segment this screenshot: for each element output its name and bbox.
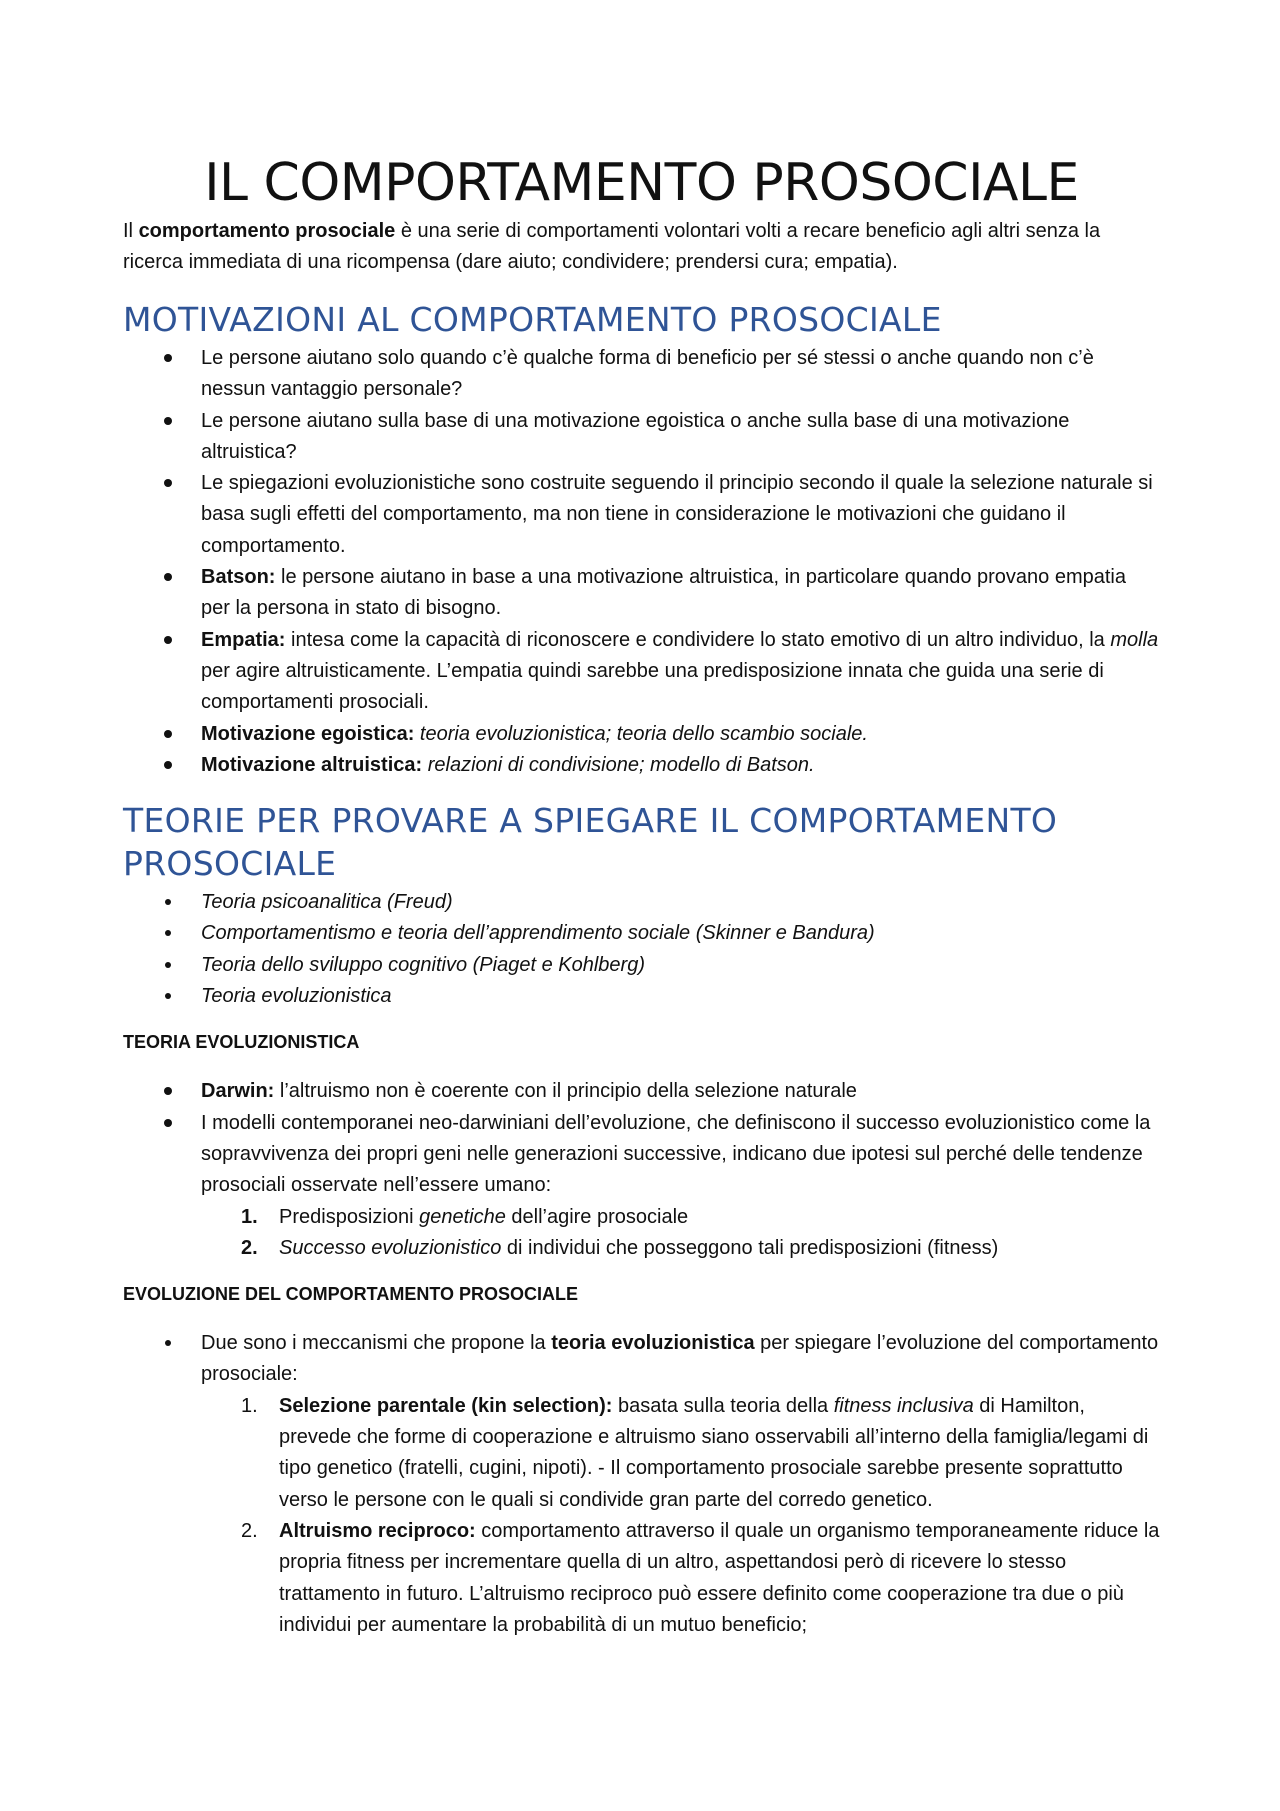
list-item: Teoria evoluzionistica bbox=[201, 981, 1160, 1012]
teoria-evoluzionistica-list bbox=[123, 1076, 1160, 1264]
subheading-teoria-evoluzionistica: TEORIA EVOLUZIONISTICA bbox=[123, 1032, 360, 1053]
list-item: Le persone aiutano solo quando c’è qualche forma di beneficio per sé stessi o anche quando non c’è nessun vantaggio personale? bbox=[201, 343, 1160, 406]
list-item: Le persone aiutano sulla base di una motivazione egoistica o anche sulla base di una motivazione altruistica? bbox=[201, 406, 1160, 469]
document-title: IL COMPORTAMENTO PROSOCIALE bbox=[204, 153, 1079, 213]
list-item: Comportamentismo e teoria dell’apprendimento sociale (Skinner e Bandura) bbox=[201, 918, 1160, 949]
numbered-item: 1. Predisposizioni genetiche dell’agire prosociale bbox=[241, 1205, 689, 1228]
numbered-item: 1. Selezione parentale (kin selection): basata sulla teoria della fitness inclusiva di Hamilton, prevede che forme di cooperazione e altruismo siano osservabili all’interno della famiglia/legami di tipo genetico (fratelli, cugini, nipoti). - Il comportamento prosociale sarebbe presente soprattutto verso le persone con le quali si condivide gran parte del corredo genetico. bbox=[241, 1394, 1149, 1511]
list-item: I modelli contemporanei neo-darwiniani dell’evoluzione, che definiscono il successo evoluzionistico come la sopravvivenza dei propri geni nelle generazioni successive, indicano due ipotesi sul perché delle tendenze prosociali osservate nell’essere umano: 1. Predisposizioni genetiche dell’agire prosociale 2. Successo evoluzionistico di individui che posseggono tali predisposizioni (fitness) bbox=[201, 1108, 1160, 1264]
ipotesi-list bbox=[201, 1202, 1160, 1265]
list-item: Motivazione egoistica: teoria evoluzionistica; teoria dello scambio sociale. bbox=[201, 719, 1160, 750]
evoluzione-list bbox=[123, 1328, 1160, 1641]
teorie-list bbox=[123, 887, 1160, 1012]
meccanismi-list bbox=[201, 1391, 1160, 1641]
list-item: Motivazione altruistica: relazioni di condivisione; modello di Batson. bbox=[201, 750, 1160, 781]
section-heading-teorie: TEORIE PER PROVARE A SPIEGARE IL COMPORTAMENTO PROSOCIALE bbox=[123, 801, 1058, 884]
list-item: Due sono i meccanismi che propone la teoria evoluzionistica per spiegare l’evoluzione del comportamento prosociale: 1. Selezione parentale (kin selection): basata sulla teoria della fitness inclusiva di Hamilton, prevede che forme di cooperazione e altruismo siano osservabili all’interno della famiglia/legami di tipo genetico (fratelli, cugini, nipoti). - Il comportamento prosociale sarebbe presente soprattutto verso le persone con le quali si condivide gran parte del corredo genetico. 2. Altruismo reciproco: comportamento attraverso il quale un organismo temporaneamente riduce la propria fitness per incrementare quella di un altro, aspettandosi però di ricevere lo stesso trattamento in futuro. L’altruismo reciproco può essere definito come cooperazione tra due o più individui per aumentare la probabilità di un mutuo beneficio; bbox=[201, 1328, 1160, 1641]
numbered-item: 2. Altruismo reciproco: comportamento attraverso il quale un organismo temporaneamente riduce la propria fitness per incrementare quella di un altro, aspettandosi però di ricevere lo stesso trattamento in futuro. L’altruismo reciproco può essere definito come cooperazione tra due o più individui per aumentare la probabilità di un mutuo beneficio; bbox=[241, 1519, 1160, 1636]
list-item: Empatia: intesa come la capacità di riconoscere e condividere lo stato emotivo di un altro individuo, la molla per agire altruisticamente. L’empatia quindi sarebbe una predisposizione innata che guida una serie di comportamenti prosociali. bbox=[201, 625, 1160, 719]
intro-paragraph: Il comportamento prosociale è una serie di comportamenti volontari volti a recare beneficio agli altri senza la ricerca immediata di una ricompensa (dare aiuto; condividere; prendersi cura; empatia). bbox=[123, 220, 1101, 273]
list-item: Darwin: l’altruismo non è coerente con il principio della selezione naturale bbox=[201, 1076, 1160, 1107]
motivazioni-list bbox=[123, 343, 1160, 781]
section-heading-motivazioni: MOTIVAZIONI AL COMPORTAMENTO PROSOCIALE bbox=[123, 300, 942, 339]
subheading-evoluzione: EVOLUZIONE DEL COMPORTAMENTO PROSOCIALE bbox=[123, 1284, 579, 1305]
list-item: Teoria psicoanalitica (Freud) bbox=[201, 887, 1160, 918]
list-item: Batson: le persone aiutano in base a una motivazione altruistica, in particolare quando provano empatia per la persona in stato di bisogno. bbox=[201, 562, 1160, 625]
list-item: Teoria dello sviluppo cognitivo (Piaget e Kohlberg) bbox=[201, 950, 1160, 981]
numbered-item: 2. Successo evoluzionistico di individui che posseggono tali predisposizioni (fitness) bbox=[241, 1236, 999, 1259]
list-item: Le spiegazioni evoluzionistiche sono costruite seguendo il principio secondo il quale la selezione naturale si basa sugli effetti del comportamento, ma non tiene in considerazione le motivazioni che guidano il comportamento. bbox=[201, 468, 1160, 562]
